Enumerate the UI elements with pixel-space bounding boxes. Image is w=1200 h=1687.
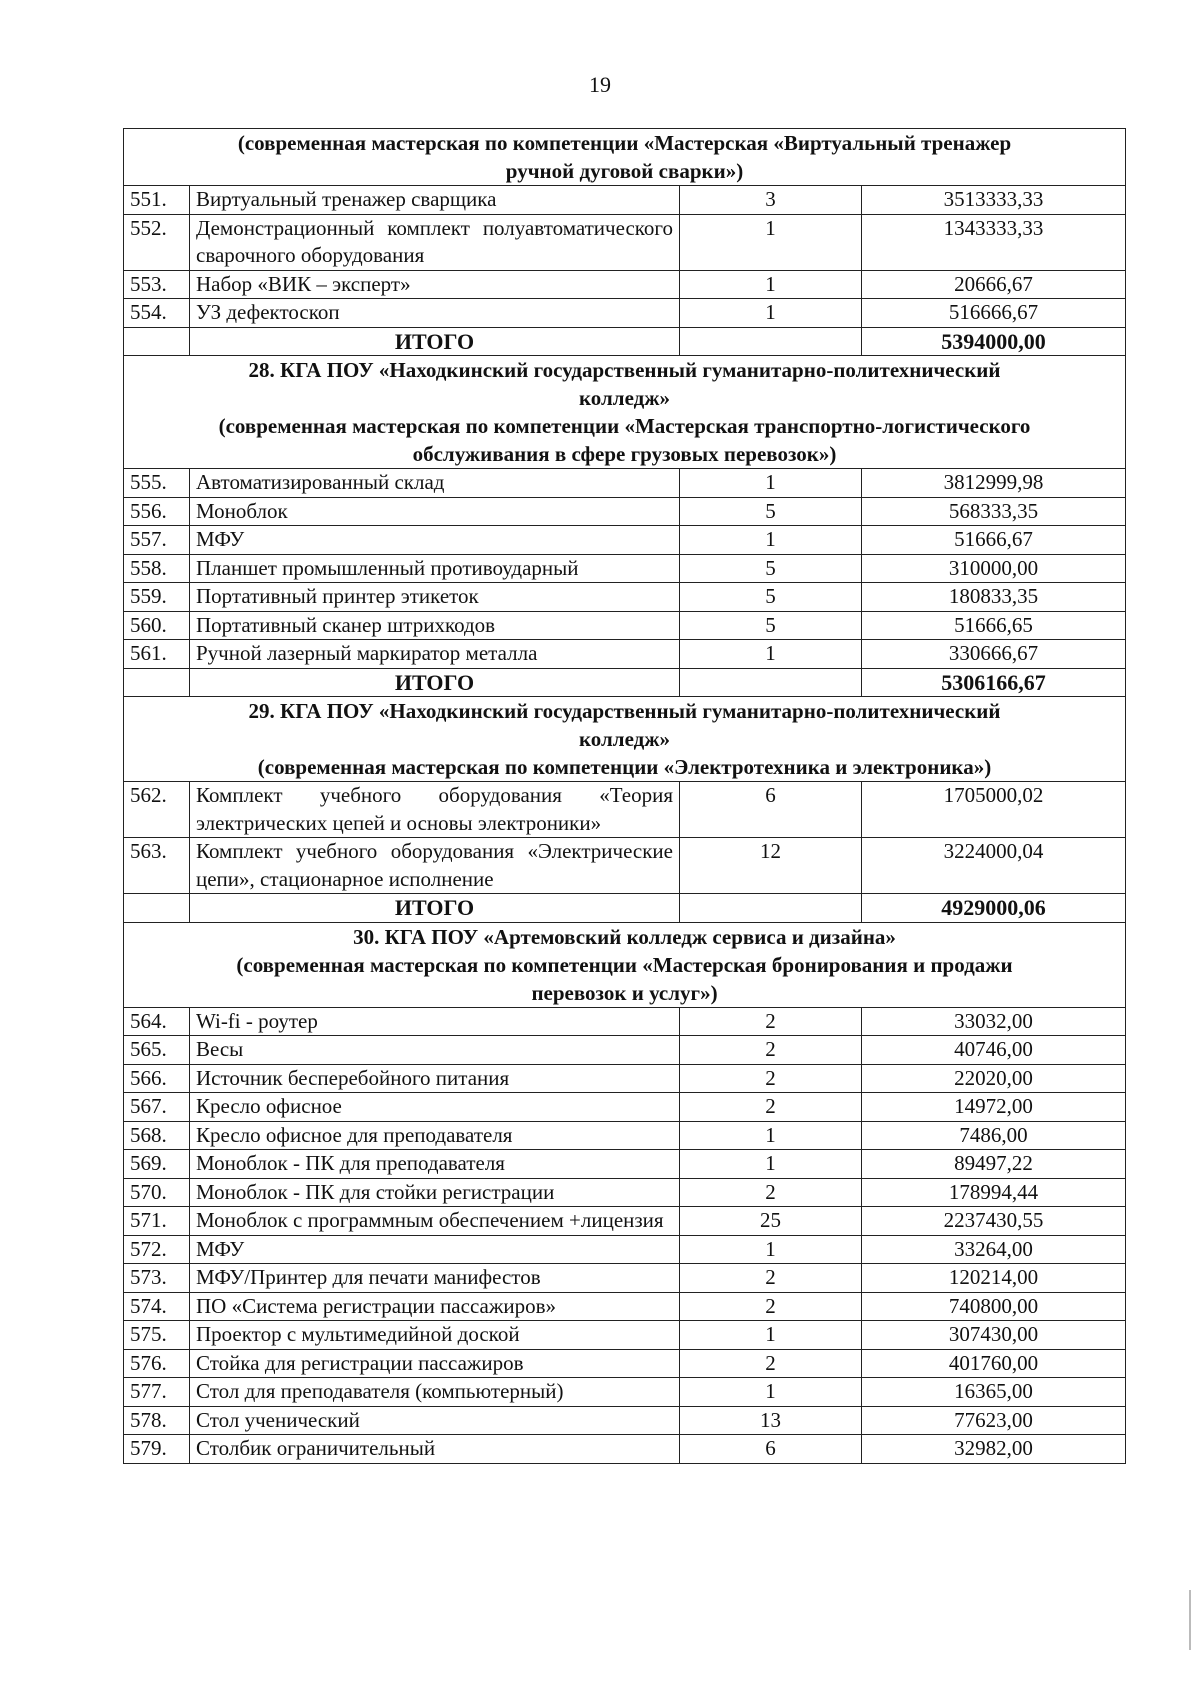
item-name: Автоматизированный склад	[190, 469, 680, 498]
row-number: 559.	[124, 583, 190, 612]
table-row	[124, 1435, 1126, 1464]
item-quantity: 5	[680, 554, 862, 583]
item-name: Стол для преподавателя (компьютерный)	[190, 1378, 680, 1407]
item-sum: 3812999,98	[862, 469, 1126, 498]
row-number: 564.	[124, 1007, 190, 1036]
item-quantity: 1	[680, 1150, 862, 1179]
item-sum: 307430,00	[862, 1321, 1126, 1350]
item-sum: 3224000,04	[862, 838, 1126, 894]
row-number: 573.	[124, 1264, 190, 1293]
table-row	[124, 497, 1126, 526]
total-row	[124, 894, 1126, 923]
row-number: 569.	[124, 1150, 190, 1179]
row-number: 567.	[124, 1093, 190, 1122]
item-sum: 77623,00	[862, 1406, 1126, 1435]
table-row	[124, 469, 1126, 498]
item-quantity: 1	[680, 270, 862, 299]
table-row	[124, 1036, 1126, 1065]
total-label: ИТОГО	[190, 668, 680, 697]
item-quantity: 6	[680, 782, 862, 838]
item-sum: 330666,67	[862, 640, 1126, 669]
table-row	[124, 1207, 1126, 1236]
item-name: Кресло офисное	[190, 1093, 680, 1122]
item-name: УЗ дефектоскоп	[190, 299, 680, 328]
item-quantity: 2	[680, 1036, 862, 1065]
row-number: 568.	[124, 1121, 190, 1150]
item-name: ПО «Система регистрации пассажиров»	[190, 1292, 680, 1321]
section-header-line: 30. КГА ПОУ «Артемовский колледж сервиса и дизайна»	[353, 924, 896, 949]
item-quantity: 25	[680, 1207, 862, 1236]
row-number: 551.	[124, 186, 190, 215]
table-row	[124, 1121, 1126, 1150]
item-quantity: 5	[680, 497, 862, 526]
item-sum: 33032,00	[862, 1007, 1126, 1036]
total-row	[124, 327, 1126, 356]
item-sum: 89497,22	[862, 1150, 1126, 1179]
section-header	[124, 356, 1126, 469]
section-header-line: колледж»	[578, 386, 670, 410]
item-quantity: 1	[680, 1121, 862, 1150]
item-name: Планшет промышленный противоударный	[190, 554, 680, 583]
item-name: МФУ	[190, 526, 680, 555]
section-header-line: 28. КГА ПОУ «Находкинский государственный гуманитарно-политехнический	[248, 358, 1001, 382]
row-number: 572.	[124, 1235, 190, 1264]
item-sum: 401760,00	[862, 1349, 1126, 1378]
table-row	[124, 1378, 1126, 1407]
total-label: ИТОГО	[190, 327, 680, 356]
item-name: Стойка для регистрации пассажиров	[190, 1349, 680, 1378]
item-name: Ручной лазерный маркиратор металла	[190, 640, 680, 669]
item-name: МФУ/Принтер для печати манифестов	[190, 1264, 680, 1293]
row-number: 562.	[124, 782, 190, 838]
item-sum: 16365,00	[862, 1378, 1126, 1407]
item-quantity: 1	[680, 299, 862, 328]
item-name: Столбик ограничительный	[190, 1435, 680, 1464]
row-number: 565.	[124, 1036, 190, 1065]
table-row	[124, 1178, 1126, 1207]
item-sum: 1705000,02	[862, 782, 1126, 838]
total-row	[124, 668, 1126, 697]
table-row	[124, 270, 1126, 299]
row-number: 558.	[124, 554, 190, 583]
item-sum: 1343333,33	[862, 214, 1126, 270]
item-sum: 20666,67	[862, 270, 1126, 299]
item-quantity: 1	[680, 214, 862, 270]
item-sum: 33264,00	[862, 1235, 1126, 1264]
item-name: Моноблок - ПК для преподавателя	[190, 1150, 680, 1179]
table-row	[124, 1406, 1126, 1435]
section-header-line: (современная мастерская по компетенции «Мастерская бронирования и продажи	[236, 952, 1013, 977]
row-number: 557.	[124, 526, 190, 555]
item-name: Кресло офисное для преподавателя	[190, 1121, 680, 1150]
table-row	[124, 554, 1126, 583]
table-row	[124, 1007, 1126, 1036]
item-sum: 310000,00	[862, 554, 1126, 583]
table-row	[124, 640, 1126, 669]
table-row	[124, 1235, 1126, 1264]
item-quantity: 13	[680, 1406, 862, 1435]
item-quantity: 1	[680, 1321, 862, 1350]
item-name: Комплект учебного оборудования «Теория электрических цепей и основы электроники»	[190, 782, 680, 838]
row-number: 570.	[124, 1178, 190, 1207]
row-number: 575.	[124, 1321, 190, 1350]
row-number: 556.	[124, 497, 190, 526]
item-sum: 178994,44	[862, 1178, 1126, 1207]
section-header-line: обслуживания в сфере грузовых перевозок»)	[412, 442, 837, 466]
total-label: ИТОГО	[190, 894, 680, 923]
row-number: 576.	[124, 1349, 190, 1378]
item-quantity: 3	[680, 186, 862, 215]
row-number: 577.	[124, 1378, 190, 1407]
table-row	[124, 186, 1126, 215]
total-sum: 5306166,67	[862, 668, 1126, 697]
item-quantity: 12	[680, 838, 862, 894]
total-sum: 5394000,00	[862, 327, 1126, 356]
item-sum: 51666,67	[862, 526, 1126, 555]
item-sum: 740800,00	[862, 1292, 1126, 1321]
section-header	[124, 922, 1126, 1007]
scan-edge-mark	[1189, 1590, 1191, 1650]
equipment-table	[123, 128, 1126, 1464]
section-header-line: (современная мастерская по компетенции «Мастерская транспортно-логистического	[218, 414, 1031, 438]
row-number: 566.	[124, 1064, 190, 1093]
row-number: 555.	[124, 469, 190, 498]
item-name: Источник бесперебойного питания	[190, 1064, 680, 1093]
item-name: Моноблок	[190, 497, 680, 526]
section-header-line: 29. КГА ПОУ «Находкинский государственный гуманитарно-политехнический	[248, 699, 1001, 723]
section-header	[124, 129, 1126, 186]
table-row	[124, 1321, 1126, 1350]
table-row	[124, 299, 1126, 328]
item-sum: 32982,00	[862, 1435, 1126, 1464]
item-sum: 14972,00	[862, 1093, 1126, 1122]
item-name: Весы	[190, 1036, 680, 1065]
item-name: Комплект учебного оборудования «Электрические цепи», стационарное исполнение	[190, 838, 680, 894]
item-name: Wi-fi - роутер	[190, 1007, 680, 1036]
item-quantity: 2	[680, 1064, 862, 1093]
item-name: Портативный принтер этикеток	[190, 583, 680, 612]
item-quantity: 1	[680, 526, 862, 555]
table-row	[124, 526, 1126, 555]
item-quantity: 1	[680, 640, 862, 669]
section-header-line: (современная мастерская по компетенции «Мастерская «Виртуальный тренажер	[237, 131, 1012, 155]
item-quantity: 6	[680, 1435, 862, 1464]
section-header-line: перевозок и услуг»)	[531, 980, 718, 1005]
item-name: Демонстрационный комплект полуавтоматического сварочного оборудования	[190, 214, 680, 270]
item-sum: 3513333,33	[862, 186, 1126, 215]
section-header-line: колледж»	[578, 727, 670, 751]
item-name: Моноблок - ПК для стойки регистрации	[190, 1178, 680, 1207]
item-sum: 7486,00	[862, 1121, 1126, 1150]
row-number: 574.	[124, 1292, 190, 1321]
item-quantity: 1	[680, 1378, 862, 1407]
section-header-line: ручной дуговой сварки»)	[505, 159, 744, 183]
page-number: 19	[589, 72, 611, 97]
item-quantity: 2	[680, 1264, 862, 1293]
table-row	[124, 1150, 1126, 1179]
item-name: Проектор с мультимедийной доской	[190, 1321, 680, 1350]
item-name: Виртуальный тренажер сварщика	[190, 186, 680, 215]
row-number: 554.	[124, 299, 190, 328]
row-number: 578.	[124, 1406, 190, 1435]
item-sum: 180833,35	[862, 583, 1126, 612]
item-quantity: 5	[680, 583, 862, 612]
item-sum: 51666,65	[862, 611, 1126, 640]
row-number: 561.	[124, 640, 190, 669]
item-quantity: 5	[680, 611, 862, 640]
table-row	[124, 838, 1126, 894]
item-quantity: 1	[680, 1235, 862, 1264]
item-quantity: 2	[680, 1093, 862, 1122]
section-header-line: (современная мастерская по компетенции «Электротехника и электроника»)	[257, 755, 992, 779]
table-row	[124, 214, 1126, 270]
section-header	[124, 697, 1126, 782]
row-number: 563.	[124, 838, 190, 894]
table-row	[124, 611, 1126, 640]
table-row	[124, 583, 1126, 612]
item-quantity: 1	[680, 469, 862, 498]
item-sum: 22020,00	[862, 1064, 1126, 1093]
row-number: 552.	[124, 214, 190, 270]
item-sum: 120214,00	[862, 1264, 1126, 1293]
row-number: 579.	[124, 1435, 190, 1464]
row-number: 560.	[124, 611, 190, 640]
item-quantity: 2	[680, 1007, 862, 1036]
row-number: 571.	[124, 1207, 190, 1236]
item-quantity: 2	[680, 1349, 862, 1378]
table-row	[124, 782, 1126, 838]
row-number: 553.	[124, 270, 190, 299]
item-name: Моноблок с программным обеспечением +лицензия	[190, 1207, 680, 1236]
item-sum: 40746,00	[862, 1036, 1126, 1065]
item-name: МФУ	[190, 1235, 680, 1264]
item-name: Стол ученический	[190, 1406, 680, 1435]
table-row	[124, 1349, 1126, 1378]
total-sum: 4929000,06	[862, 894, 1126, 923]
item-quantity: 2	[680, 1292, 862, 1321]
item-sum: 516666,67	[862, 299, 1126, 328]
table-row	[124, 1093, 1126, 1122]
item-sum: 2237430,55	[862, 1207, 1126, 1236]
table-row	[124, 1264, 1126, 1293]
item-name: Набор «ВИК – эксперт»	[190, 270, 680, 299]
item-sum: 568333,35	[862, 497, 1126, 526]
table-row	[124, 1292, 1126, 1321]
table-row	[124, 1064, 1126, 1093]
item-quantity: 2	[680, 1178, 862, 1207]
item-name: Портативный сканер штрихкодов	[190, 611, 680, 640]
